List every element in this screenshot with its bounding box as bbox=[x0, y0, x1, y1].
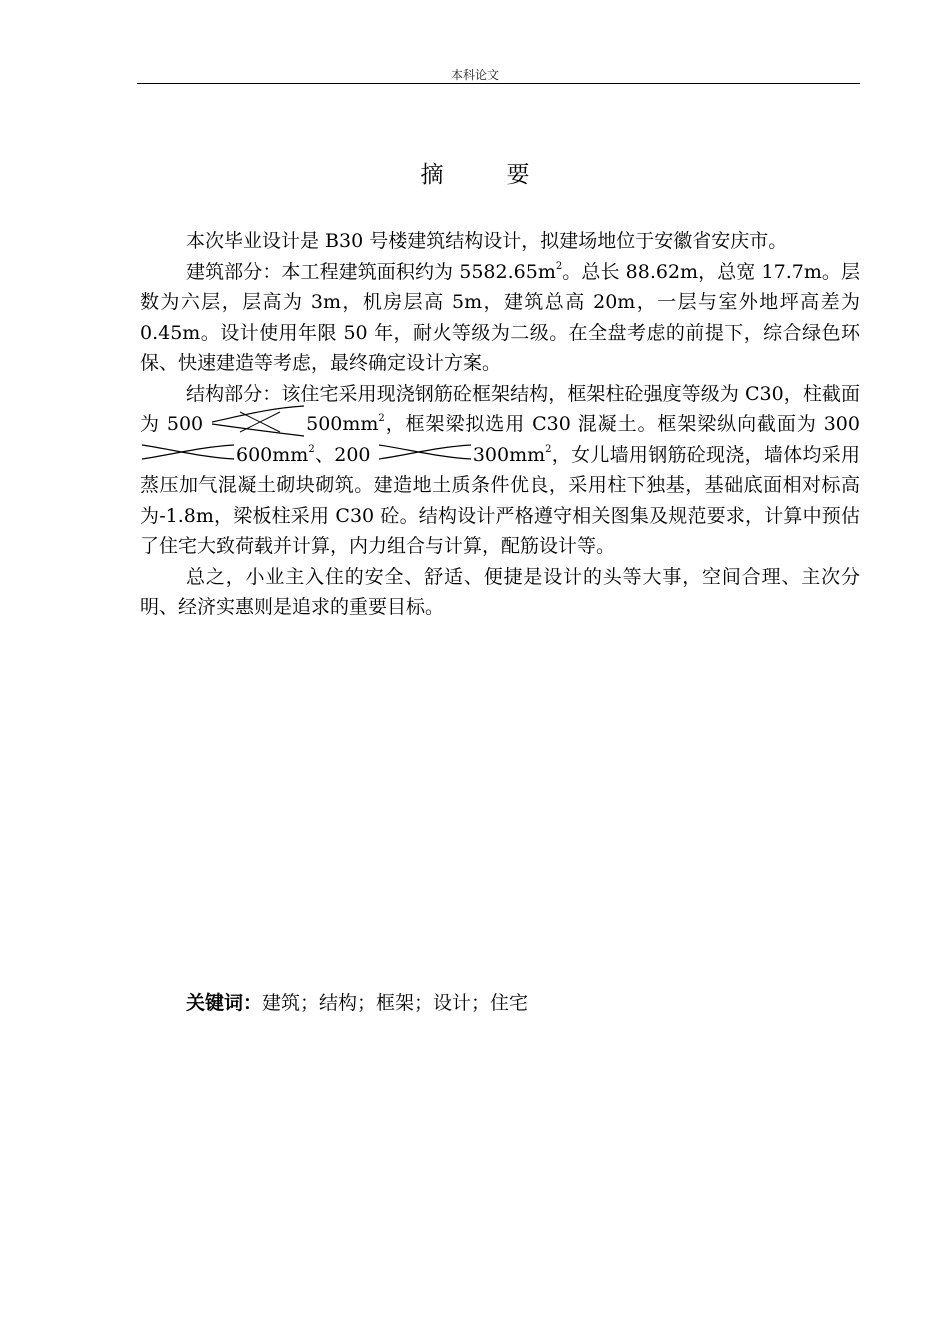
paragraph-3-text-d: 600mm bbox=[236, 443, 309, 466]
paragraph-3-text-a: 结构部分：该住宅采用现浇钢筋砼框架结构，框架柱砼强度等级为 C30，柱截面为 500 bbox=[140, 382, 860, 435]
abstract-body bbox=[140, 226, 860, 623]
page-header: 本科论文 bbox=[450, 68, 499, 82]
multiply-cross-icon bbox=[377, 445, 473, 467]
paragraph-3-text-c: ，框架梁拟选用 C30 混凝土。框架梁纵向截面为 300 bbox=[384, 413, 860, 435]
paragraph-4: 总之，小业主入住的安全、舒适、便捷是设计的头等大事，空间合理、主次分明、经济实惠则是追求的重要目标。 bbox=[140, 565, 860, 618]
multiply-cross-icon bbox=[140, 445, 236, 467]
superscript: 2 bbox=[378, 413, 385, 424]
header-rule bbox=[137, 83, 860, 84]
paragraph-3-text-e: 、200 bbox=[314, 443, 377, 466]
paragraph-3 bbox=[140, 379, 860, 562]
superscript: 2 bbox=[308, 443, 315, 455]
superscript: 2 bbox=[555, 260, 563, 272]
paragraph-2-text-b: 。总长 88.62m，总宽 17.7m。层数为六层，层高为 3m，机房层高 5m，建筑总高 20m，一层与室外地坪高差为 0.45m。设计使用年限 50 年，耐火等级为二级。在全盘考虑的前提下，综合绿色环保、快速建造等考虑，最终确定设计方案。 bbox=[140, 260, 860, 374]
paragraph-3-text-b: 500mm bbox=[306, 413, 379, 435]
keywords-text: 建筑；结构；框架；设计；住宅 bbox=[262, 992, 529, 1014]
paragraph-2-text-a: 建筑部分：本工程建筑面积约为 5582.65m bbox=[186, 260, 556, 283]
keywords-line bbox=[186, 988, 866, 1018]
multiply-cross-icon bbox=[210, 414, 306, 436]
paragraph-3-text-f: 300mm bbox=[472, 443, 546, 466]
page-title: 摘 要 bbox=[420, 162, 550, 188]
paragraph-1: 本次毕业设计是 B30 号楼建筑结构设计，拟建场地位于安徽省安庆市。 bbox=[186, 230, 788, 252]
paragraph-2 bbox=[140, 257, 860, 379]
keywords-label: 关键词： bbox=[186, 992, 263, 1014]
paragraph-3-text-g: ，女儿墙用钢筋砼现浇，墙体均采用蒸压加气混凝土砌块砌筑。建造地土质条件优良，采用柱下独基，基础底面相对标高为-1.8m，梁板柱采用 C30 砼。结构设计严格遵守相关图集及规范要求，计算中预估了住宅大致荷载并计算，内力组合与计算，配筋设计等。 bbox=[140, 443, 860, 557]
superscript: 2 bbox=[545, 443, 552, 455]
